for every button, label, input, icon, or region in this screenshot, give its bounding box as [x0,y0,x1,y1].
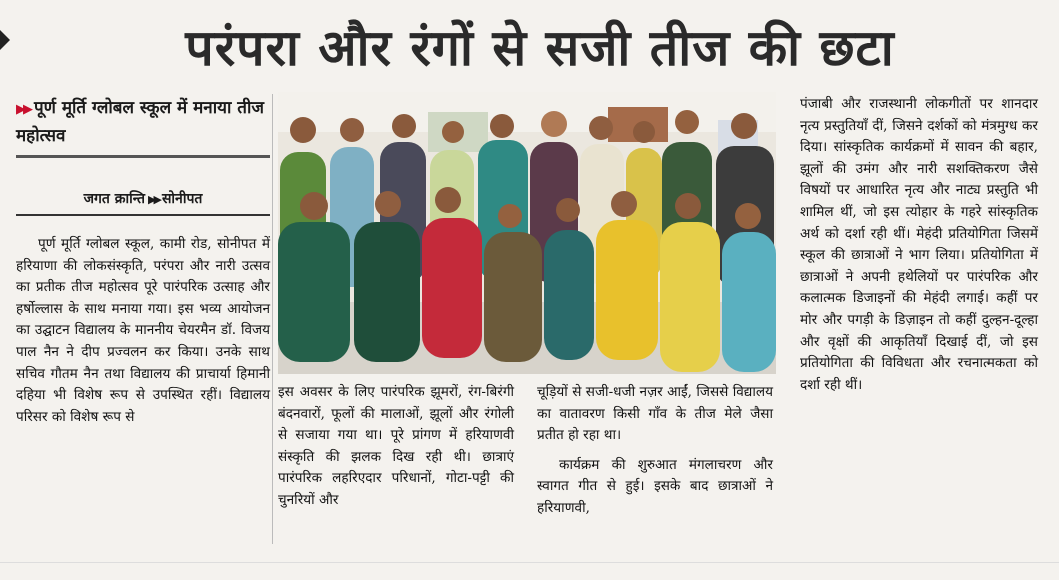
next-article-edge [0,562,1059,580]
group-photo-illustration [278,92,776,374]
subheadline-block [16,95,270,158]
byline-location: सोनीपत [161,191,203,207]
subheadline [16,95,270,149]
byline-rule [16,214,270,216]
subheadline-rule [16,155,270,158]
column-divider [272,94,273,544]
page-corner-marker [0,30,10,50]
group-photo [278,92,776,374]
double-arrow-icon: ▶▶ [16,102,30,117]
subheadline-text: पूर्ण मूर्ति ग्लोबल स्कूल में मनाया तीज महोत्सव [16,98,264,146]
article-paragraph: इस अवसर के लिए पारंपरिक झूमरों, रंग-बिरंगी बंदनवारों, फूलों की मालाओं, झूलों और रंगोली से सजाया गया था। पूरे प्रांगण में हरियाणवी संस्कृति की झलक दिख रही थी। छात्राएं पारंपरिक लहरिएदार परिधानों, गोटा-पट्टी की चुनरियों और [278,384,514,508]
double-arrow-icon: ▶▶ [148,193,159,206]
article-paragraph: पूर्ण मूर्ति ग्लोबल स्कूल, कामी रोड, सोनीपत में हरियाणा की लोकसंस्कृति, परंपरा और नारी उत्सव का प्रतीक तीज महोत्सव पूरे पारंपरिक उत्साह और हर्षोल्लास के साथ मनाया गया। इस भव्य आयोजन का उद्घाटन विद्यालय के माननीय चेयरमैन डॉ. विजय पाल नैन ने दीप प्रज्वलन कर किया। उनके साथ सचिव गौतम नैन तथा विद्यालय की प्राचार्या हिमानी दहिया भी विशेष रूप से उपस्थित रहीं। विद्यालय परिसर को विशेष रूप से [16,236,270,425]
article-column-4 [800,94,1038,396]
article-paragraph: चूड़ियों से सजी-धजी नज़र आईं, जिससे विद्यालय का वातावरण किसी गाँव के तीज मेले जैसा प्रतीत हो रहा था। [537,384,773,444]
article-column-1 [16,234,270,428]
byline [16,188,270,211]
article-column-2 [278,382,514,512]
byline-source: जगत क्रान्ति [83,191,146,207]
article-paragraph: कार्यक्रम की शुरुआत मंगलाचरण और स्वागत गीत से हुई। इसके बाद छात्राओं ने हरियाणवी, [537,456,773,516]
article-paragraph: पंजाबी और राजस्थानी लोकगीतों पर शानदार नृत्य प्रस्तुतियाँ दीं, जिसने दर्शकों को मंत्रमुग्ध कर दिया। सांस्कृतिक कार्यक्रमों में सावन की बहार, झूलों की उमंग और नारी सशक्तिकरण जैसे विषयों पर आधारित नृत्य और नाट्य प्रस्तुति भी शामिल थीं, जो इस त्योहार के गहरे सांस्कृतिक अर्थ को दर्शा रही थीं। मेहंदी प्रतियोगिता जिसमें स्कूल की छात्राओं ने भाग लिया। प्रतियोगिता में छात्राओं ने अपनी हथेलियों पर पारंपरिक और कलात्मक डिजाइनों की मेहंदी लगाई। कहीं पर मोर और पगड़ी के डिज़ाइन तो कहीं दुल्हन-दूल्हा और वृक्षों की आकृतियाँ दिखाई दीं, जो इस प्रतियोगिता की विविधता और रचनात्मकता को दर्शा रही थीं। [800,96,1038,393]
article-column-3 [537,382,773,520]
headline: परंपरा और रंगों से सजी तीज की छटा [185,19,895,77]
